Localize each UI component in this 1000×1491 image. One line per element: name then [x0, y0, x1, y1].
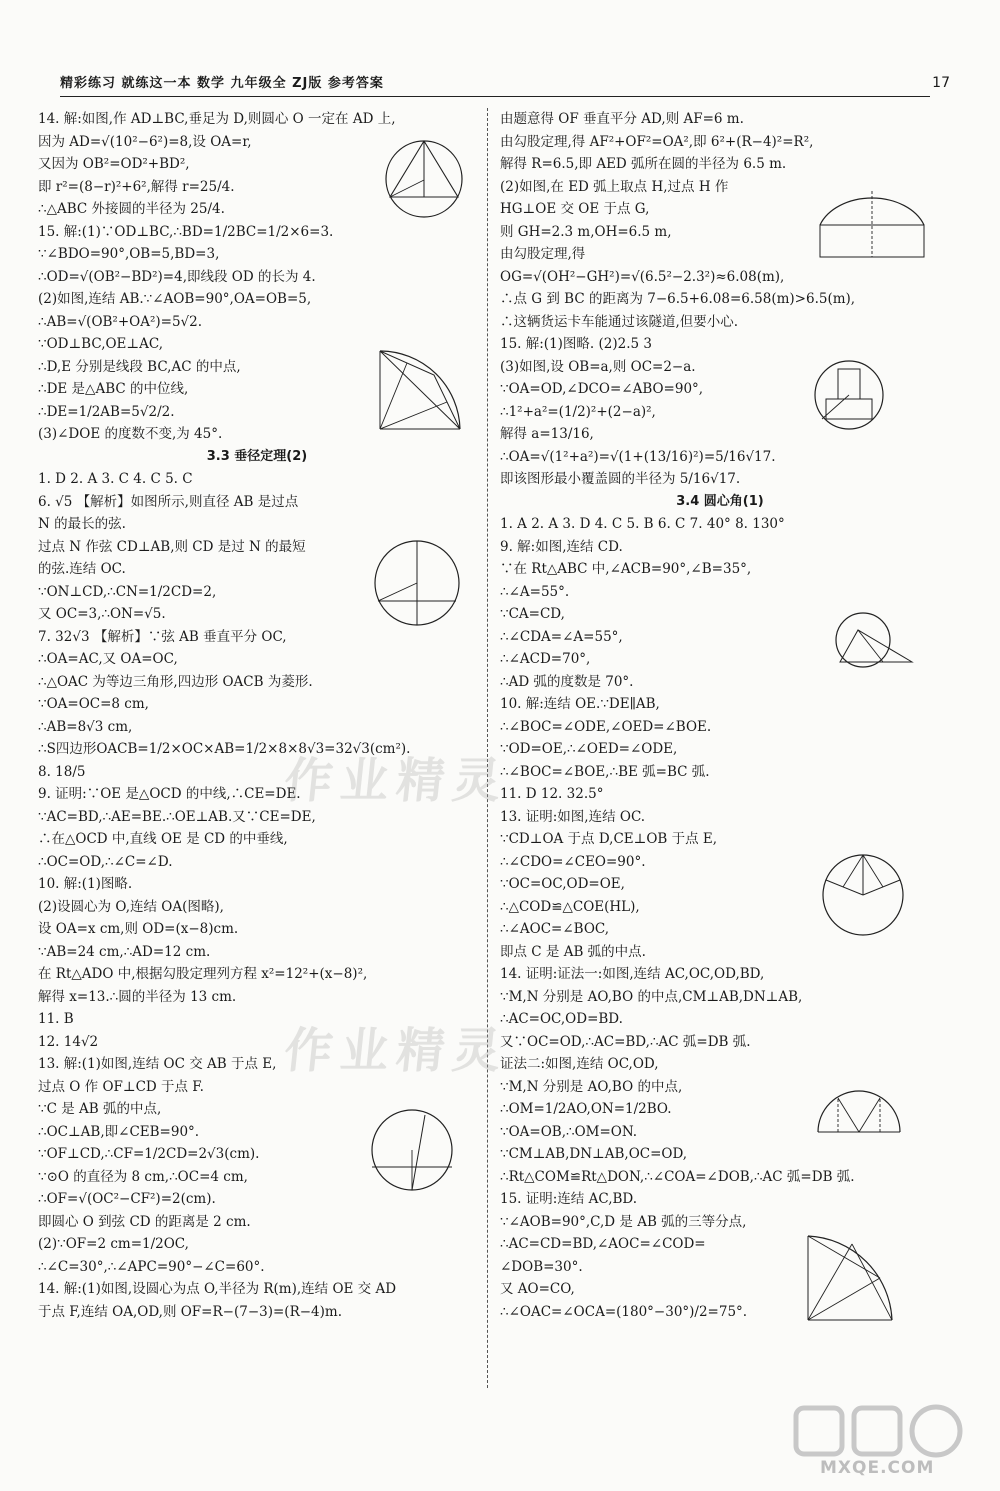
answer-line: ∴AB=√(OB²+OA²)=5√2. — [38, 313, 203, 330]
answer-line: ∵ON⊥CD,∴CN=1/2CD=2, — [38, 583, 217, 600]
answer-line: (3)∠DOE 的度数不变,为 45°. — [38, 426, 223, 442]
answer-line: 11. B — [38, 1011, 74, 1027]
answer-line: (2)如图,连结 AB.∵∠AOB=90°,OA=OB=5, — [38, 291, 312, 307]
answer-line: 由勾股定理,得 AF²+OF²=OA²,即 6²+(R−4)²=R², — [500, 133, 814, 150]
answer-line: ∴OC=OD,∴∠C=∠D. — [38, 853, 173, 870]
answer-line: 15. 解:(1)图略. (2)2.5 3 — [500, 336, 652, 352]
answer-line: ∴OA=AC,又 OA=OC, — [38, 651, 178, 667]
answer-line: ∵CM⊥AB,DN⊥AB,OC=OD, — [500, 1146, 688, 1162]
figure-quarter-circle — [372, 345, 467, 433]
answer-line: (3)如图,设 OB=a,则 OC=2−a. — [500, 358, 696, 375]
answer-line: ∴∠ACD=70°, — [500, 651, 591, 667]
answer-line: 8. 18/5 — [38, 763, 86, 780]
figure-right-triangle-circle — [828, 612, 918, 672]
answer-line: 即点 C 是 AB 弧的中点. — [500, 943, 646, 960]
answer-line: 由题意得 OF 垂直平分 AD,则 AF=6 m. — [500, 111, 744, 127]
answer-line: ∵OC=OC,OD=OE, — [500, 876, 625, 892]
figure-tunnel — [812, 185, 932, 263]
answer-line: 的弦.连结 OC. — [38, 561, 126, 577]
answer-line: 因为 AD=√(10²−6²)=8,设 OA=r, — [38, 133, 252, 150]
answer-line: ∵∠BDO=90°,OB=5,BD=3, — [38, 246, 220, 262]
answer-line: 则 GH=2.3 m,OH=6.5 m, — [500, 223, 672, 240]
answer-line: 又 AO=CO, — [500, 1281, 575, 1297]
figure-circle-triangle — [380, 135, 468, 223]
answer-line: 14. 证明:证法一:如图,连结 AC,OC,OD,BD, — [500, 966, 765, 982]
answer-line: ∵M,N 分别是 AO,BO 的中点, — [500, 1078, 683, 1095]
answer-line: ∴OM=1/2AO,ON=1/2BO. — [500, 1101, 672, 1117]
answer-line: 14. 解:如图,作 AD⊥BC,垂足为 D,则圆心 O 一定在 AD 上, — [38, 111, 396, 127]
watermark: 作业精灵 — [281, 753, 512, 809]
answer-line: ∴在△OCD 中,直线 OE 是 CD 的中垂线, — [38, 831, 288, 847]
answer-line: ∴△ABC 外接圆的半径为 25/4. — [38, 201, 225, 217]
answer-line: (2)如图,在 ED 弧上取点 H,过点 H 作 — [500, 178, 729, 195]
answer-line: 在 Rt△ADO 中,根据勾股定理列方程 x²=12²+(x−8)², — [38, 966, 368, 982]
answer-line: 设 OA=x cm,则 OD=(x−8)cm. — [38, 921, 239, 937]
answer-line: ∴AD 弧的度数是 70°. — [500, 673, 634, 690]
answer-line: ∵AB=24 cm,∴AD=12 cm. — [38, 943, 211, 960]
answer-line: ∵OD⊥BC,OE⊥AC, — [38, 336, 163, 352]
answer-line: N 的最长的弦. — [38, 516, 126, 532]
answer-line: ∴S四边形OACB=1/2×OC×AB=1/2×8×8√3=32√3(cm²). — [38, 741, 411, 757]
answer-line: ∵C 是 AB 弧的中点, — [38, 1101, 162, 1117]
answer-line: ∵⊙O 的直径为 8 cm,∴OC=4 cm, — [38, 1168, 248, 1185]
answer-line: ∵OA=OD,∠DCO=∠ABO=90°, — [500, 381, 704, 397]
answer-line: 于点 F,连结 OA,OD,则 OF=R−(7−3)=(R−4)m. — [38, 1303, 342, 1320]
answer-line: 即该图形最小覆盖圆的半径为 5/16√17. — [500, 471, 741, 487]
answer-line: 即 r²=(8−r)²+6²,解得 r=25/4. — [38, 178, 235, 195]
figure-circle-chord-cd — [365, 1105, 460, 1195]
answer-line: 15. 解:(1)∵OD⊥BC,∴BD=1/2BC=1/2×6=3. — [38, 223, 334, 240]
answer-line: ∴DE=1/2AB=5√2/2. — [38, 403, 175, 420]
answer-line: HG⊥OE 交 OE 于点 G, — [500, 201, 650, 217]
answer-line: 15. 证明:连结 AC,BD. — [500, 1191, 638, 1207]
answer-line: ∴∠CDO=∠CEO=90°. — [500, 853, 646, 870]
answer-line: ∴∠A=55°. — [500, 583, 570, 600]
answer-line: ∴点 G 到 BC 的距离为 7−6.5+6.08=6.58(m)>6.5(m), — [500, 291, 856, 307]
watermark: 作业精灵 — [281, 1023, 512, 1079]
answer-line: 9. 证明:∵OE 是△OCD 的中线,∴CE=DE. — [38, 786, 301, 802]
answer-line: ∴AC=CD=BD,∠AOC=∠COD= — [500, 1236, 706, 1252]
answer-line: 1. A 2. A 3. D 4. C 5. B 6. C 7. 40° 8. 130° — [500, 516, 785, 532]
answer-line: ∵AC=BD,∴AE=BE.∴OE⊥AB.又∵CE=DE, — [38, 808, 316, 825]
answer-line: ∵∠AOB=90°,C,D 是 AB 弧的三等分点, — [500, 1213, 747, 1230]
answer-line: ∴AB=8√3 cm, — [38, 718, 133, 735]
figure-circle-chords — [370, 533, 465, 633]
answer-line: ∴OC⊥AB,即∠CEB=90°. — [38, 1123, 200, 1140]
figure-circle-angle — [818, 850, 908, 940]
page-header — [60, 70, 950, 97]
answer-line: ∴OF=√(OC²−CF²)=2(cm). — [38, 1191, 216, 1207]
answer-line: ∴∠AOC=∠BOC, — [500, 921, 610, 937]
answer-line: ∴OD=√(OB²−BD²)=4,即线段 OD 的长为 4. — [38, 268, 316, 285]
answer-line: 13. 解:(1)如图,连结 OC 交 AB 于点 E, — [38, 1056, 277, 1072]
answer-line: 证法二:如图,连结 OC,OD, — [500, 1056, 659, 1072]
answer-line: 9. 解:如图,连结 CD. — [500, 538, 623, 555]
answer-line: (2)设圆心为 O,连结 OA(图略), — [38, 898, 224, 915]
answer-line: ∴△OAC 为等边三角形,四边形 OACB 为菱形. — [38, 673, 313, 690]
answer-line: ∵OA=OC=8 cm, — [38, 696, 149, 712]
answer-line: 解得 a=13/16, — [500, 426, 594, 442]
answer-line: 1. D 2. A 3. C 4. C 5. C — [38, 471, 193, 487]
answer-line: ∠DOB=30°. — [500, 1258, 583, 1275]
answer-line: 7. 32√3 【解析】∵弦 AB 垂直平分 OC, — [38, 628, 287, 645]
site-logo-text: MXQE.COM — [820, 1458, 935, 1478]
answer-line: ∵OD=OE,∴∠OED=∠ODE, — [500, 741, 678, 757]
answer-line: ∴DE 是△ABC 的中位线, — [38, 381, 189, 397]
answer-line: ∴这辆货运卡车能通过该隧道,但要小心. — [500, 313, 739, 330]
answer-line: 11. D 12. 32.5° — [500, 786, 604, 802]
answer-line: ∴D,E 分别是线段 BC,AC 的中点, — [38, 358, 241, 375]
answer-line: 又∵OC=OD,∴AC=BD,∴AC 弧=DB 弧. — [500, 1033, 751, 1050]
answer-line: ∵CD⊥OA 于点 D,CE⊥OB 于点 E, — [500, 831, 718, 847]
answer-line: 10. 解:连结 OE.∵DE∥AB, — [500, 696, 660, 712]
answer-line: ∵在 Rt△ABC 中,∠ACB=90°,∠B=35°, — [500, 561, 752, 577]
answer-line: ∵OF⊥CD,∴CF=1/2CD=2√3(cm). — [38, 1146, 260, 1162]
answer-line: ∴∠C=30°,∴∠APC=90°−∠C=60°. — [38, 1258, 265, 1275]
answer-line: 又 OC=3,∴ON=√5. — [38, 606, 166, 622]
answer-line: 过点 N 作弦 CD⊥AB,则 CD 是过 N 的最短 — [38, 538, 306, 555]
header-title: 精彩练习 就练这一本 数学 九年级全 ZJ版 参考答案 — [60, 76, 384, 91]
answer-line: OG=√(OH²−GH²)=√(6.5²−2.3²)≈6.08(m), — [500, 268, 785, 285]
answer-line: 6. √5 【解析】如图所示,则直径 AB 是过点 — [38, 493, 299, 510]
answer-line: ∵OA=OB,∴OM=ON. — [500, 1123, 638, 1140]
answer-line: ∴∠OAC=∠OCA=(180°−30°)/2=75°. — [500, 1303, 748, 1320]
answer-line: ∵CA=CD, — [500, 606, 565, 622]
answer-line: 过点 O 作 OF⊥CD 于点 F. — [38, 1078, 204, 1095]
answer-line: 解得 R=6.5,即 AED 弧所在圆的半径为 6.5 m. — [500, 156, 787, 172]
answer-line: 10. 解:(1)图略. — [38, 876, 133, 892]
answer-line: ∴△COD≌△COE(HL), — [500, 898, 640, 915]
answer-line: (2)∵OF=2 cm=1/2OC, — [38, 1236, 189, 1252]
answer-line: 解得 x=13.∴圆的半径为 13 cm. — [38, 988, 237, 1005]
answer-line: ∴AC=OC,OD=BD. — [500, 1011, 623, 1027]
answer-line: 14. 解:(1)如图,设圆心为点 O,半径为 R(m),连结 OE 交 AD — [38, 1281, 397, 1297]
figure-semicircle — [812, 1082, 907, 1142]
answer-line: ∴∠BOC=∠ODE,∠OED=∠BOE. — [500, 718, 712, 735]
answer-line: 13. 证明:如图,连结 OC. — [500, 808, 646, 825]
figure-covering-circle — [812, 355, 887, 435]
answer-line: ∴1²+a²=(1/2)²+(2−a)², — [500, 403, 656, 420]
page-number: 17 — [932, 75, 950, 91]
answer-line: ∴Rt△COM≌Rt△DON,∴∠COA=∠DOB,∴AC 弧=DB 弧. — [500, 1168, 855, 1185]
answer-line: 由勾股定理,得 — [500, 246, 586, 262]
answer-line: 即圆心 O 到弦 CD 的距离是 2 cm. — [38, 1213, 251, 1230]
answer-line: 3.4 圆心角(1) — [676, 493, 764, 509]
answer-line: ∵M,N 分别是 AO,BO 的中点,CM⊥AB,DN⊥AB, — [500, 988, 803, 1005]
answer-line: 又因为 OB²=OD²+BD², — [38, 156, 190, 172]
answer-line: ∴∠CDA=∠A=55°, — [500, 628, 623, 645]
answer-line: ∴∠BOC=∠BOE,∴BE 弧=BC 弧. — [500, 763, 710, 780]
answer-line: 12. 14√2 — [38, 1033, 99, 1050]
answer-line: ∴OA=√(1²+a²)=√(1+(13/16)²)=5/16√17. — [500, 448, 776, 465]
answer-line: 3.3 垂径定理(2) — [206, 448, 308, 464]
figure-quarter-trisect — [800, 1228, 900, 1328]
